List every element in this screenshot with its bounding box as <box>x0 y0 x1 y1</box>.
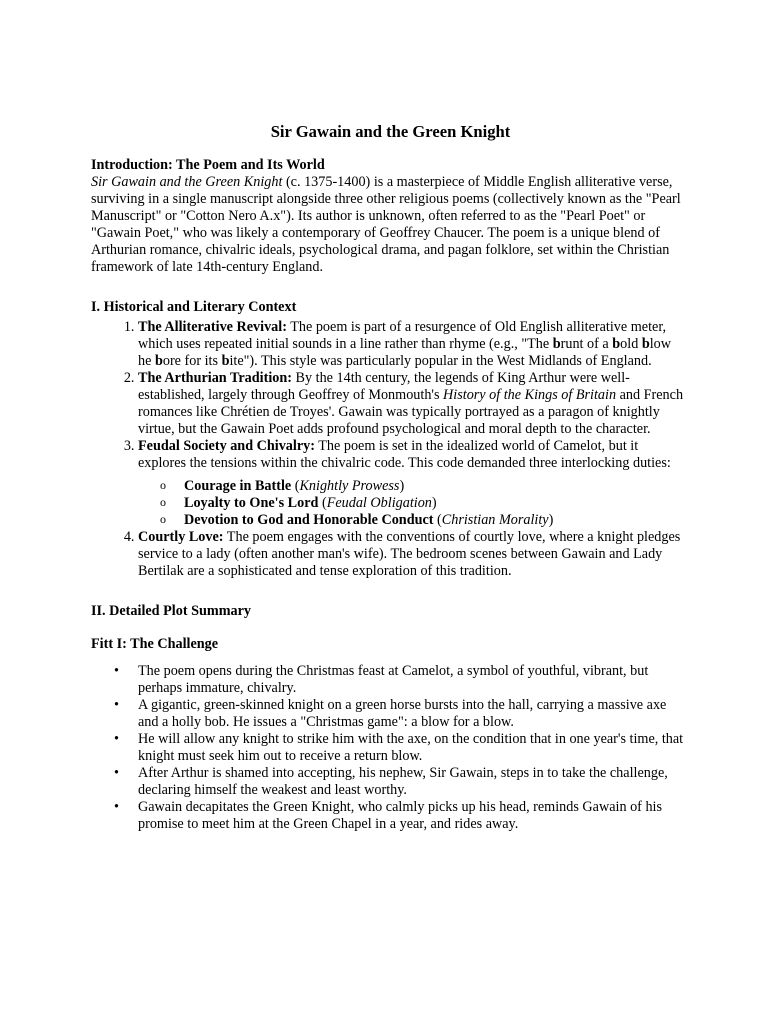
item-text: The poem is part of a resurgence of Old English alliterative meter, which uses repeated initial sounds in a line rather than rhyme (e.g., "The <box>138 319 667 352</box>
alliteration-letter: b <box>641 336 650 352</box>
item-text: ore for its <box>162 353 222 369</box>
paren: ( <box>318 495 327 511</box>
intro-text: (c. 1375-1400) is a masterpiece of Middle English alliterative verse, surviving in a single manuscript alongside three other religious poems (collectively known as the "Pearl Manuscript" or "Cotton Nero A.x"). Its author is unknown, often referred to as the "Pearl Poet" or "Gawain Poet," who was likely a contemporary of Geoffrey Chaucer. The poem is a unique blend of Arthurian romance, chivalric ideals, psychological drama, and pagan folklore, set within the Christian framework of late 14th-century England. <box>91 174 681 275</box>
item-text: The poem is set in the idealized world of Camelot, but it explores the tensions within the chivalric code. This code demanded three interlocking duties: <box>138 438 671 471</box>
alliteration-letter: b <box>612 336 621 352</box>
item-text: runt of a <box>560 336 613 352</box>
item-text: old <box>620 336 642 352</box>
item-text: ite"). This style was particularly popular in the West Midlands of England. <box>229 353 652 369</box>
duty-label: Loyalty to One's Lord <box>184 495 319 511</box>
item-label: The Alliterative Revival: <box>138 319 287 335</box>
fitt-1-heading: Fitt I: The Challenge <box>91 636 219 652</box>
item-text: and French romances like Chrétien de Troyes'. Gawain was typically portrayed as a paragon of knightly virtue, but the Gawain Poet adds profound psychological and moral depth to the character. <box>138 387 684 437</box>
context-list <box>91 319 686 580</box>
item-text: By the 14th century, the legends of King Arthur were well-established, largely through Geoffrey of Monmouth's <box>138 370 630 403</box>
list-item: • Gawain decapitates the Green Knight, who calmly picks up his head, reminds Gawain of his promise to meet him at the Green Chapel in a year, and rides away. <box>138 799 686 833</box>
item-text: The poem engages with the conventions of courtly love, where a knight pledges service to a lady (often another man's wife). The bedroom scenes between Gawain and Lady Bertilak are a sophisticated and tense exploration of this tradition. <box>138 529 681 579</box>
list-item: • The poem opens during the Christmas feast at Camelot, a symbol of youthful, vibrant, but perhaps immature, chivalry. <box>138 663 686 697</box>
item-label: Courtly Love: <box>138 529 224 545</box>
paren: ) <box>548 512 554 528</box>
paren: ) <box>399 478 405 494</box>
duty-label: Courage in Battle <box>184 478 292 494</box>
list-item-feudal-society <box>138 438 686 529</box>
intro-paragraph <box>91 174 686 276</box>
document-title: Sir Gawain and the Green Knight <box>270 122 511 141</box>
list-item: • After Arthur is shamed into accepting, his nephew, Sir Gawain, steps in to take the challenge, declaring himself the weakest and least worthy. <box>138 765 686 799</box>
alliteration-letter: b <box>221 353 230 369</box>
duty-italic: Feudal Obligation <box>326 495 432 511</box>
duty-item <box>160 512 686 529</box>
list-item-courtly-love <box>138 529 686 580</box>
duty-item <box>160 495 686 512</box>
item-label: The Arthurian Tradition: <box>138 370 292 386</box>
duty-item <box>160 478 686 495</box>
alliteration-letter: b <box>552 336 561 352</box>
duties-list <box>138 478 686 529</box>
paren: ) <box>431 495 437 511</box>
duty-italic: Knightly Prowess <box>299 478 400 494</box>
list-item: • He will allow any knight to strike him with the axe, on the condition that in one year's time, that knight must seek him out to receive a return blow. <box>138 731 686 765</box>
poem-title-italic: Sir Gawain and the Green Knight <box>91 174 283 190</box>
item-label: Feudal Society and Chivalry: <box>138 438 315 454</box>
duty-label: Devotion to God and Honorable Conduct <box>184 512 434 528</box>
intro-heading: Introduction: The Poem and Its World <box>91 157 325 173</box>
duty-italic: Christian Morality <box>441 512 549 528</box>
book-title-italic: History of the Kings of Britain <box>443 387 617 403</box>
list-item-alliterative-revival <box>138 319 686 370</box>
paren: ( <box>291 478 300 494</box>
section-1-heading: I. Historical and Literary Context <box>91 299 297 315</box>
list-item: • A gigantic, green-skinned knight on a green horse bursts into the hall, carrying a massive axe and a holly bob. He issues a "Christmas game": a blow for a blow. <box>138 697 686 731</box>
item-text: low he <box>138 336 672 369</box>
section-2-heading: II. Detailed Plot Summary <box>91 603 251 619</box>
list-item-arthurian-tradition <box>138 370 686 438</box>
plot-bullet-list <box>91 663 686 833</box>
paren: ( <box>433 512 442 528</box>
alliteration-letter: b <box>154 353 163 369</box>
